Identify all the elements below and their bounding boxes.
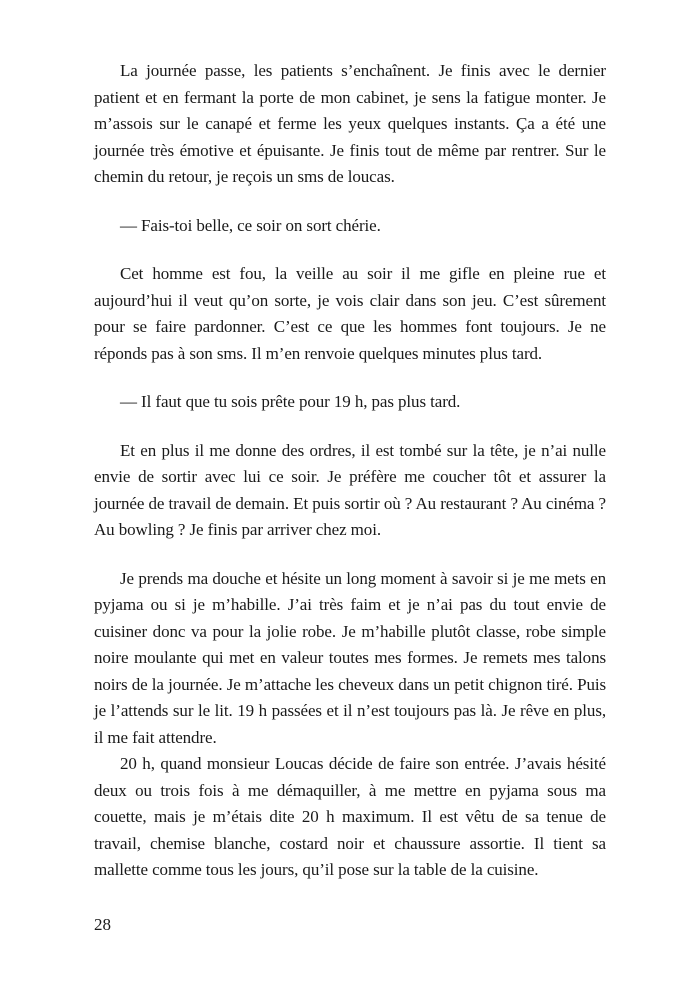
paragraph-gap bbox=[94, 544, 606, 566]
paragraph: Je prends ma douche et hésite un long moment à savoir si je me mets en pyjama ou si je m’habille. J’ai très faim et je n’ai pas du tout envie de cuisiner donc va pour la jolie robe. Je m’habille plutôt classe, robe simple noire moulante qui met en valeur toutes mes formes. Je remets mes talons noirs de la journée. Je m’attache les cheveux dans un petit chignon tiré. Puis je l’attends sur le lit. 19 h passées et il n’est toujours pas là. Je rêve en plus, il me fait attendre. bbox=[94, 568, 606, 747]
paragraph: Cet homme est fou, la veille au soir il me gifle en pleine rue et aujourd’hui il veut qu’on sorte, je vois clair dans son jeu. C’est sûrement pour se faire pardonner. C’est ce que les hommes font toujours. Je ne réponds pas à son sms. Il m’en renvoie quelques minutes plus tard. bbox=[94, 264, 606, 363]
paragraph: La journée passe, les patients s’enchaînent. Je finis avec le dernier patient et en fermant la porte de mon cabinet, je sens la fatigue monter. Je m’assois sur le canapé et ferme les yeux quelques instants. Ça a été une journée très émotive et épuisante. Je finis tout de même par rentrer. Sur le chemin du retour, je reçois un sms de loucas. bbox=[94, 61, 606, 186]
paragraph: 20 h, quand monsieur Loucas décide de faire son entrée. J’avais hésité deux ou trois fois à me démaquiller, à me mettre en pyjama sous ma couette, mais je m’étais dite 20 h maximum. Il est vêtu de sa tenue de travail, chemise blanche, costard noir et chaussure assortie. Il tient sa mallette comme tous les jours, qu’il pose sur la table de la cuisine. bbox=[94, 754, 606, 879]
page-body bbox=[94, 58, 606, 884]
paragraph-gap bbox=[94, 367, 606, 389]
dialogue-line: — Il faut que tu sois prête pour 19 h, pas plus tard. bbox=[120, 392, 461, 411]
paragraph-gap bbox=[94, 191, 606, 213]
page-number: 28 bbox=[94, 915, 111, 934]
paragraph-gap bbox=[94, 239, 606, 261]
paragraph-gap bbox=[94, 416, 606, 438]
paragraph: Et en plus il me donne des ordres, il est tombé sur la tête, je n’ai nulle envie de sortir avec lui ce soir. Je préfère me coucher tôt et assurer la journée de travail de demain. Et puis sortir où ? Au restaurant ? Au cinéma ? Au bowling ? Je finis par arriver chez moi. bbox=[94, 440, 606, 539]
dialogue-line: — Fais-toi belle, ce soir on sort chérie. bbox=[120, 215, 381, 235]
